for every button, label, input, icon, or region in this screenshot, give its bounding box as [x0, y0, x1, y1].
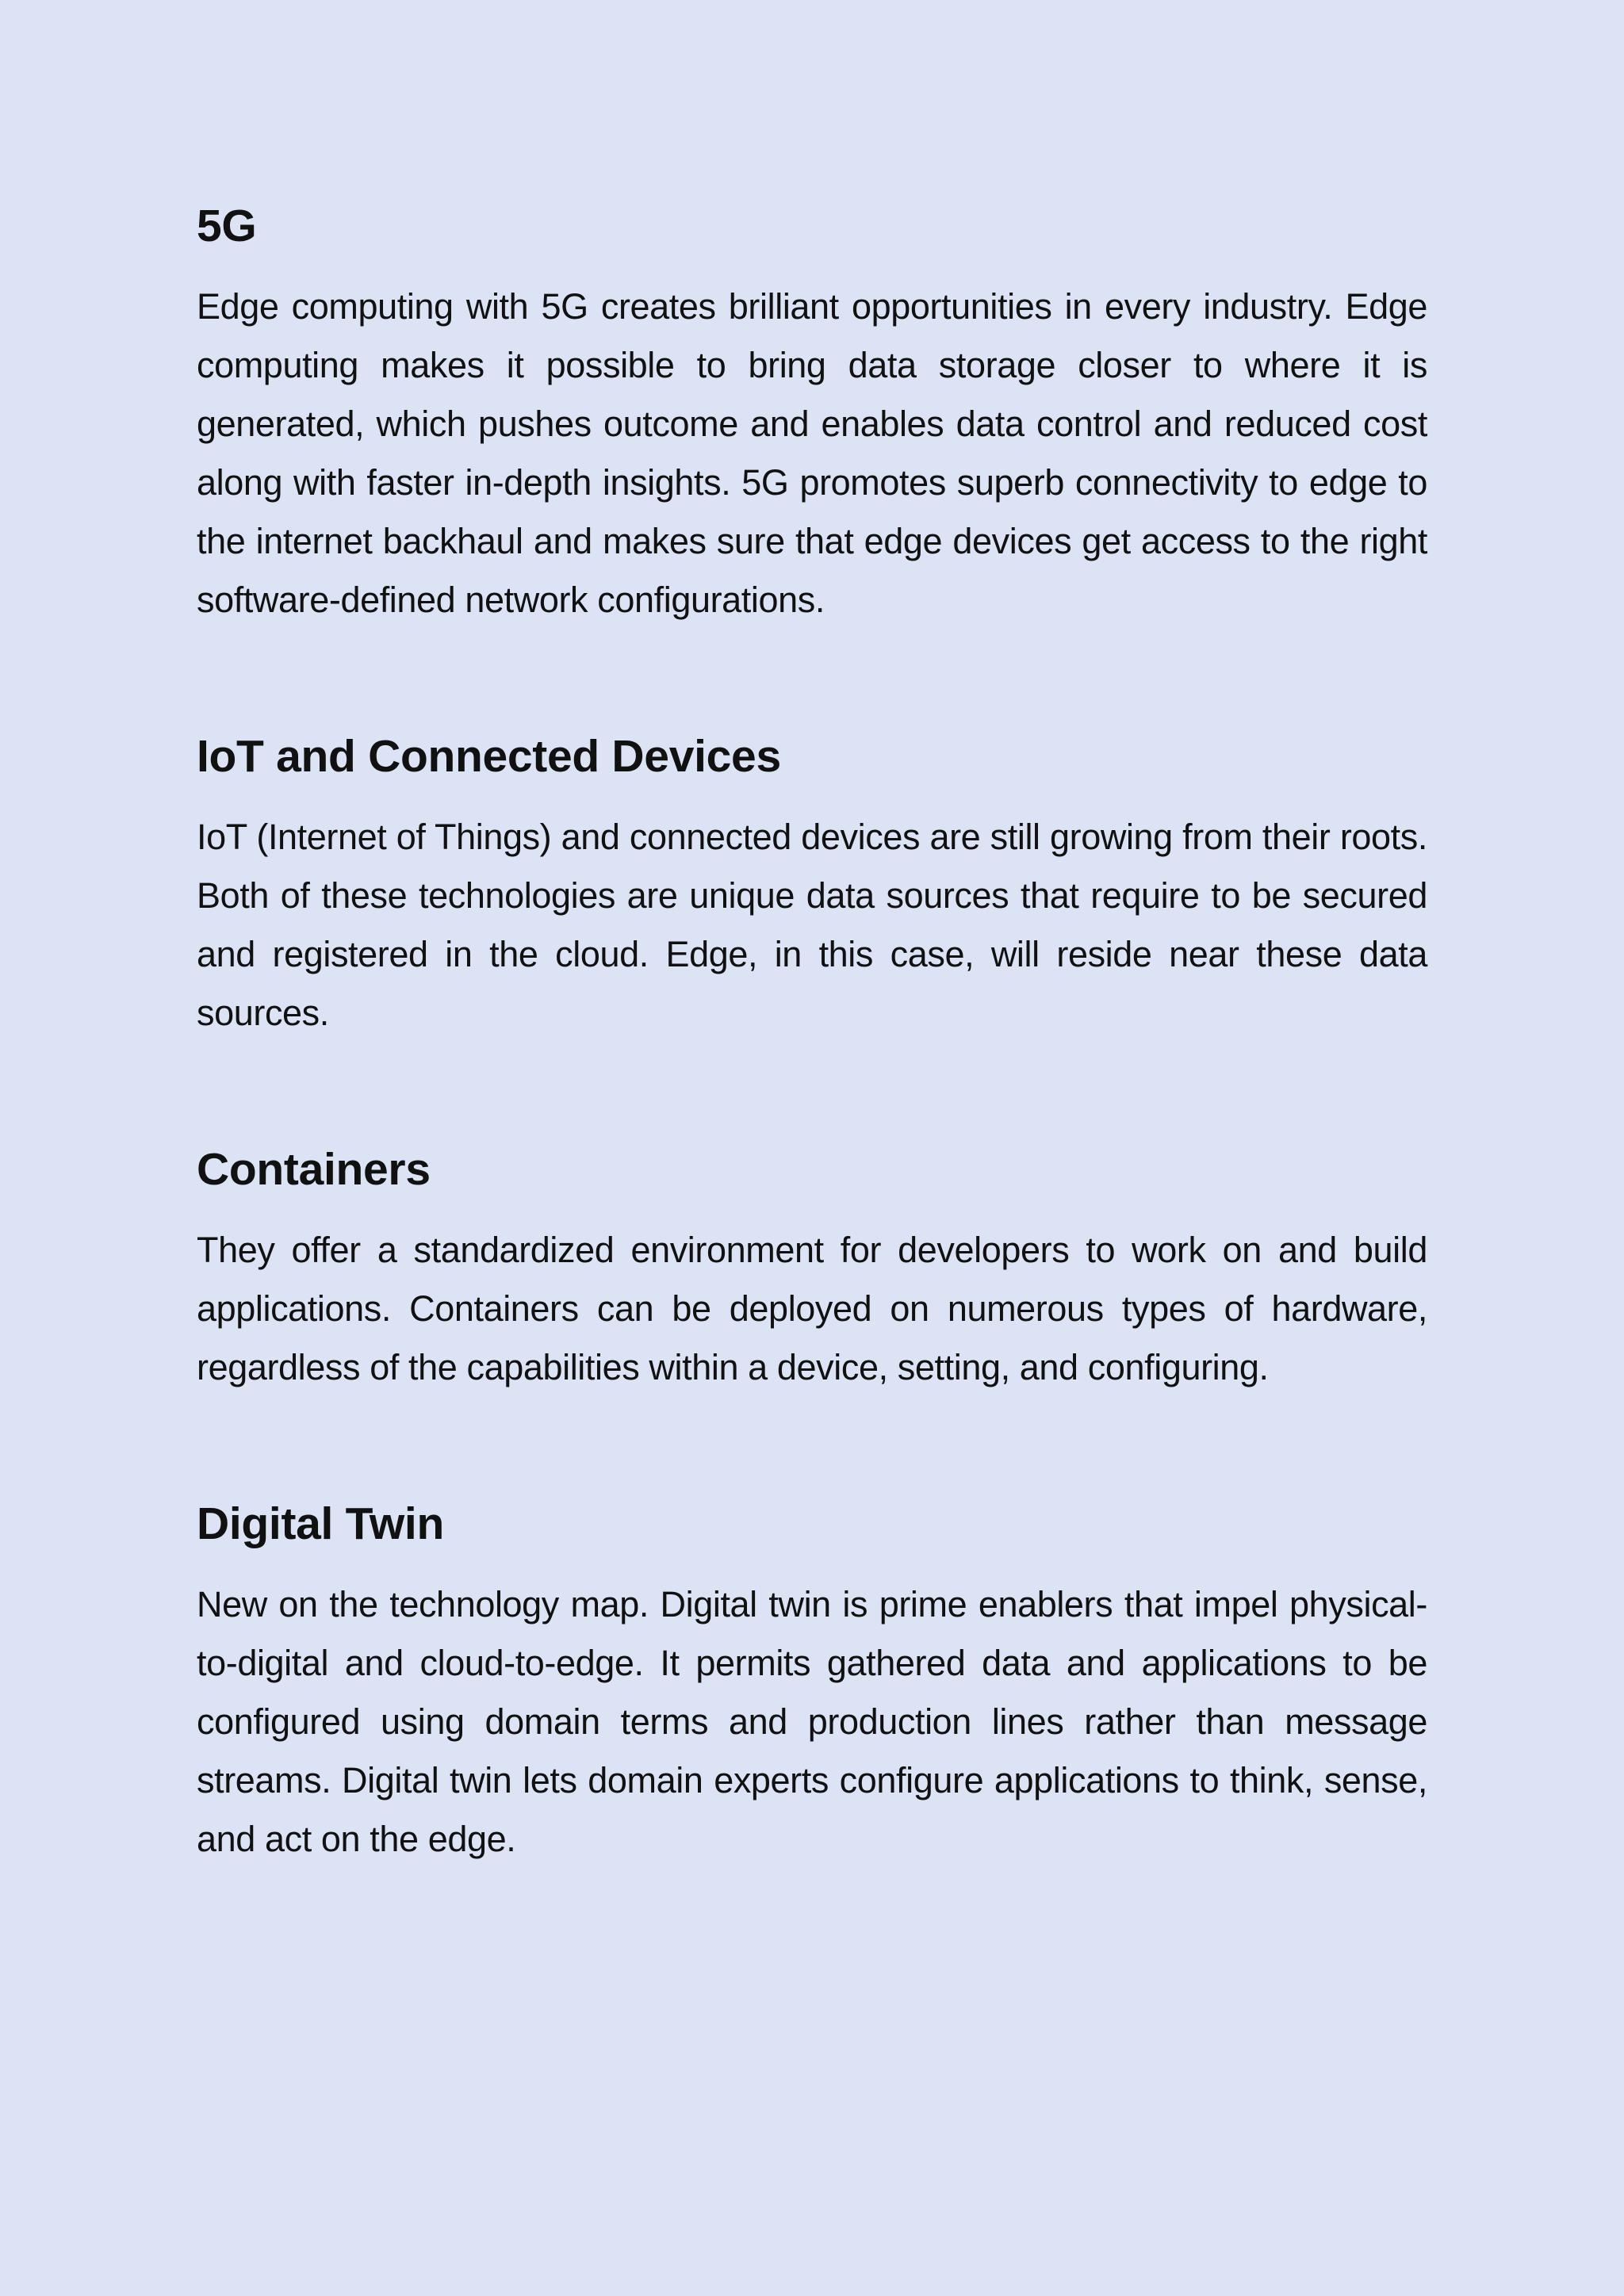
section-body: New on the technology map. Digital twin is prime enablers that impel physical-to-digital and cloud-to-edge. It permits gathered data and applications to be configured using domain terms and production lines rather than message streams. Digital twin lets domain experts configure applications to think, sense, and act on the edge. [197, 1584, 1427, 1859]
document-page [197, 198, 1427, 1869]
section-heading: 5G [197, 201, 257, 251]
section-heading: Containers [197, 1144, 431, 1195]
section-body: IoT (Internet of Things) and connected devices are still growing from their roots. Both of these technologies are unique data sources that require to be secured and registered in the cloud. Edge, in this case, will reside near these data sources. [197, 817, 1427, 1033]
section-body: They offer a standardized environment for developers to work on and build applications. Containers can be deployed on numerous types of hardware, regardless of the capabilities within a device, setting, and configuring. [197, 1230, 1427, 1387]
section-containers [197, 1142, 1427, 1397]
section-digital-twin [197, 1496, 1427, 1869]
section-body: Edge computing with 5G creates brilliant opportunities in every industry. Edge computing makes it possible to bring data storage closer to where it is generated, which pushes outcome and enables data control and reduced cost along with faster in-depth insights. 5G promotes superb connectivity to edge to the internet backhaul and makes sure that edge devices get access to the right software-defined network configurations. [197, 286, 1427, 620]
section-5g [197, 198, 1427, 629]
section-heading: Digital Twin [197, 1498, 444, 1549]
section-iot-connected-devices [197, 729, 1427, 1043]
section-heading: IoT and Connected Devices [197, 731, 781, 782]
